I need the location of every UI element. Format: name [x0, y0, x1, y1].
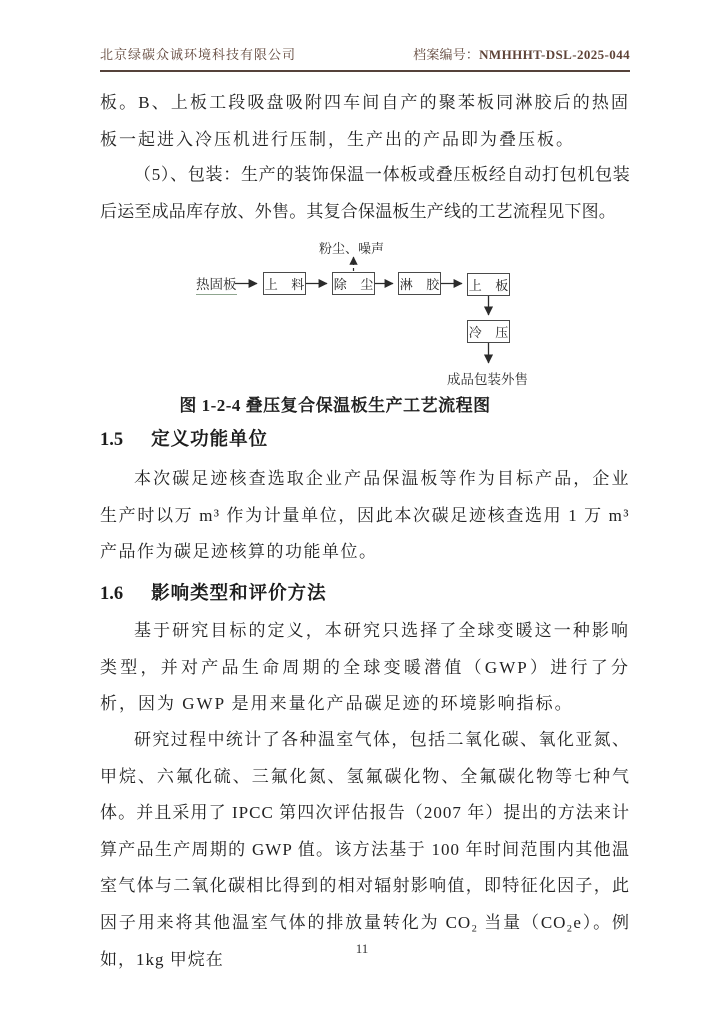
flow-box-dedusting: 除 尘 [332, 272, 375, 295]
flow-emission-label: 粉尘、噪声 [319, 241, 385, 256]
paragraph-impact-type: 基于研究目标的定义，本研究只选择了全球变暖这一种影响类型，并对产品生命周期的全球变暖潜值（GWP）进行了分析，因为 GWP 是用来量化产品碳足迹的环境影响指标。 [100, 621, 630, 714]
paragraph-ghg-method: 研究过程中统计了各种温室气体，包括二氧化碳、氧化亚氮、甲烷、六氟化硫、三氟化氮、氢氟碳化物、全氟碳化物等七种气体。并且采用了 IPCC 第四次评估报告（2007 年）提出的方法来计算产品生产周期的 GWP 值。该方法基于 100 年时间范围内其他温室气体与二氧化碳相比得到的相对辐射影响值，即特征化因子，此因子用来将其他温室气体的排放量转化为 CO₂ 当量（CO₂e）。例如，1kg 甲烷在 [100, 730, 630, 969]
header-doc-number [413, 44, 630, 63]
section-title: 影响类型和评价方法 [151, 584, 327, 604]
flow-box-loading: 上 料 [263, 272, 306, 295]
paragraph-continuation: 板。B、上板工段吸盘吸附四车间自产的聚苯板同淋胶后的热固板一起进入冷压机进行压制，生产出的产品即为叠压板。 [100, 93, 630, 149]
flow-arrows [100, 235, 630, 387]
section-number: 1.6 [100, 584, 124, 604]
doc-number-value: NMHHHT-DSL-2025-044 [479, 47, 630, 62]
paragraph-packaging: （5）、包装：生产的装饰保温一体板或叠压板经自动打包机包装后运至成品库存放、外售。其复合保温板生产线的工艺流程见下图。 [100, 165, 630, 221]
page-number: 11 [355, 941, 369, 956]
flow-start-label: 热固板 [196, 273, 237, 295]
process-flowchart [100, 235, 630, 387]
section-title: 定义功能单位 [151, 430, 269, 450]
section-number: 1.5 [100, 430, 124, 450]
doc-number-label: 档案编号： [413, 47, 480, 62]
figure-caption: 图 1-2-4 叠压复合保温板生产工艺流程图 [179, 396, 491, 415]
section-heading-1-6 [100, 579, 630, 605]
flow-box-cold-press: 冷 压 [467, 320, 510, 343]
flow-end-label: 成品包装外售 [447, 372, 528, 387]
paragraph-functional-unit: 本次碳足迹核查选取企业产品保温板等作为目标产品，企业生产时以万 m³ 作为计量单位，因此本次碳足迹核查选用 1 万 m³ 产品作为碳足迹核算的功能单位。 [100, 469, 630, 562]
header-company-name: 北京绿碳众诚环境科技有限公司 [100, 47, 297, 62]
section-heading-1-5 [100, 425, 630, 451]
flow-box-boarding: 上 板 [467, 273, 510, 296]
flow-box-glue-pouring: 淋 胶 [398, 272, 441, 295]
page-header [100, 44, 630, 72]
